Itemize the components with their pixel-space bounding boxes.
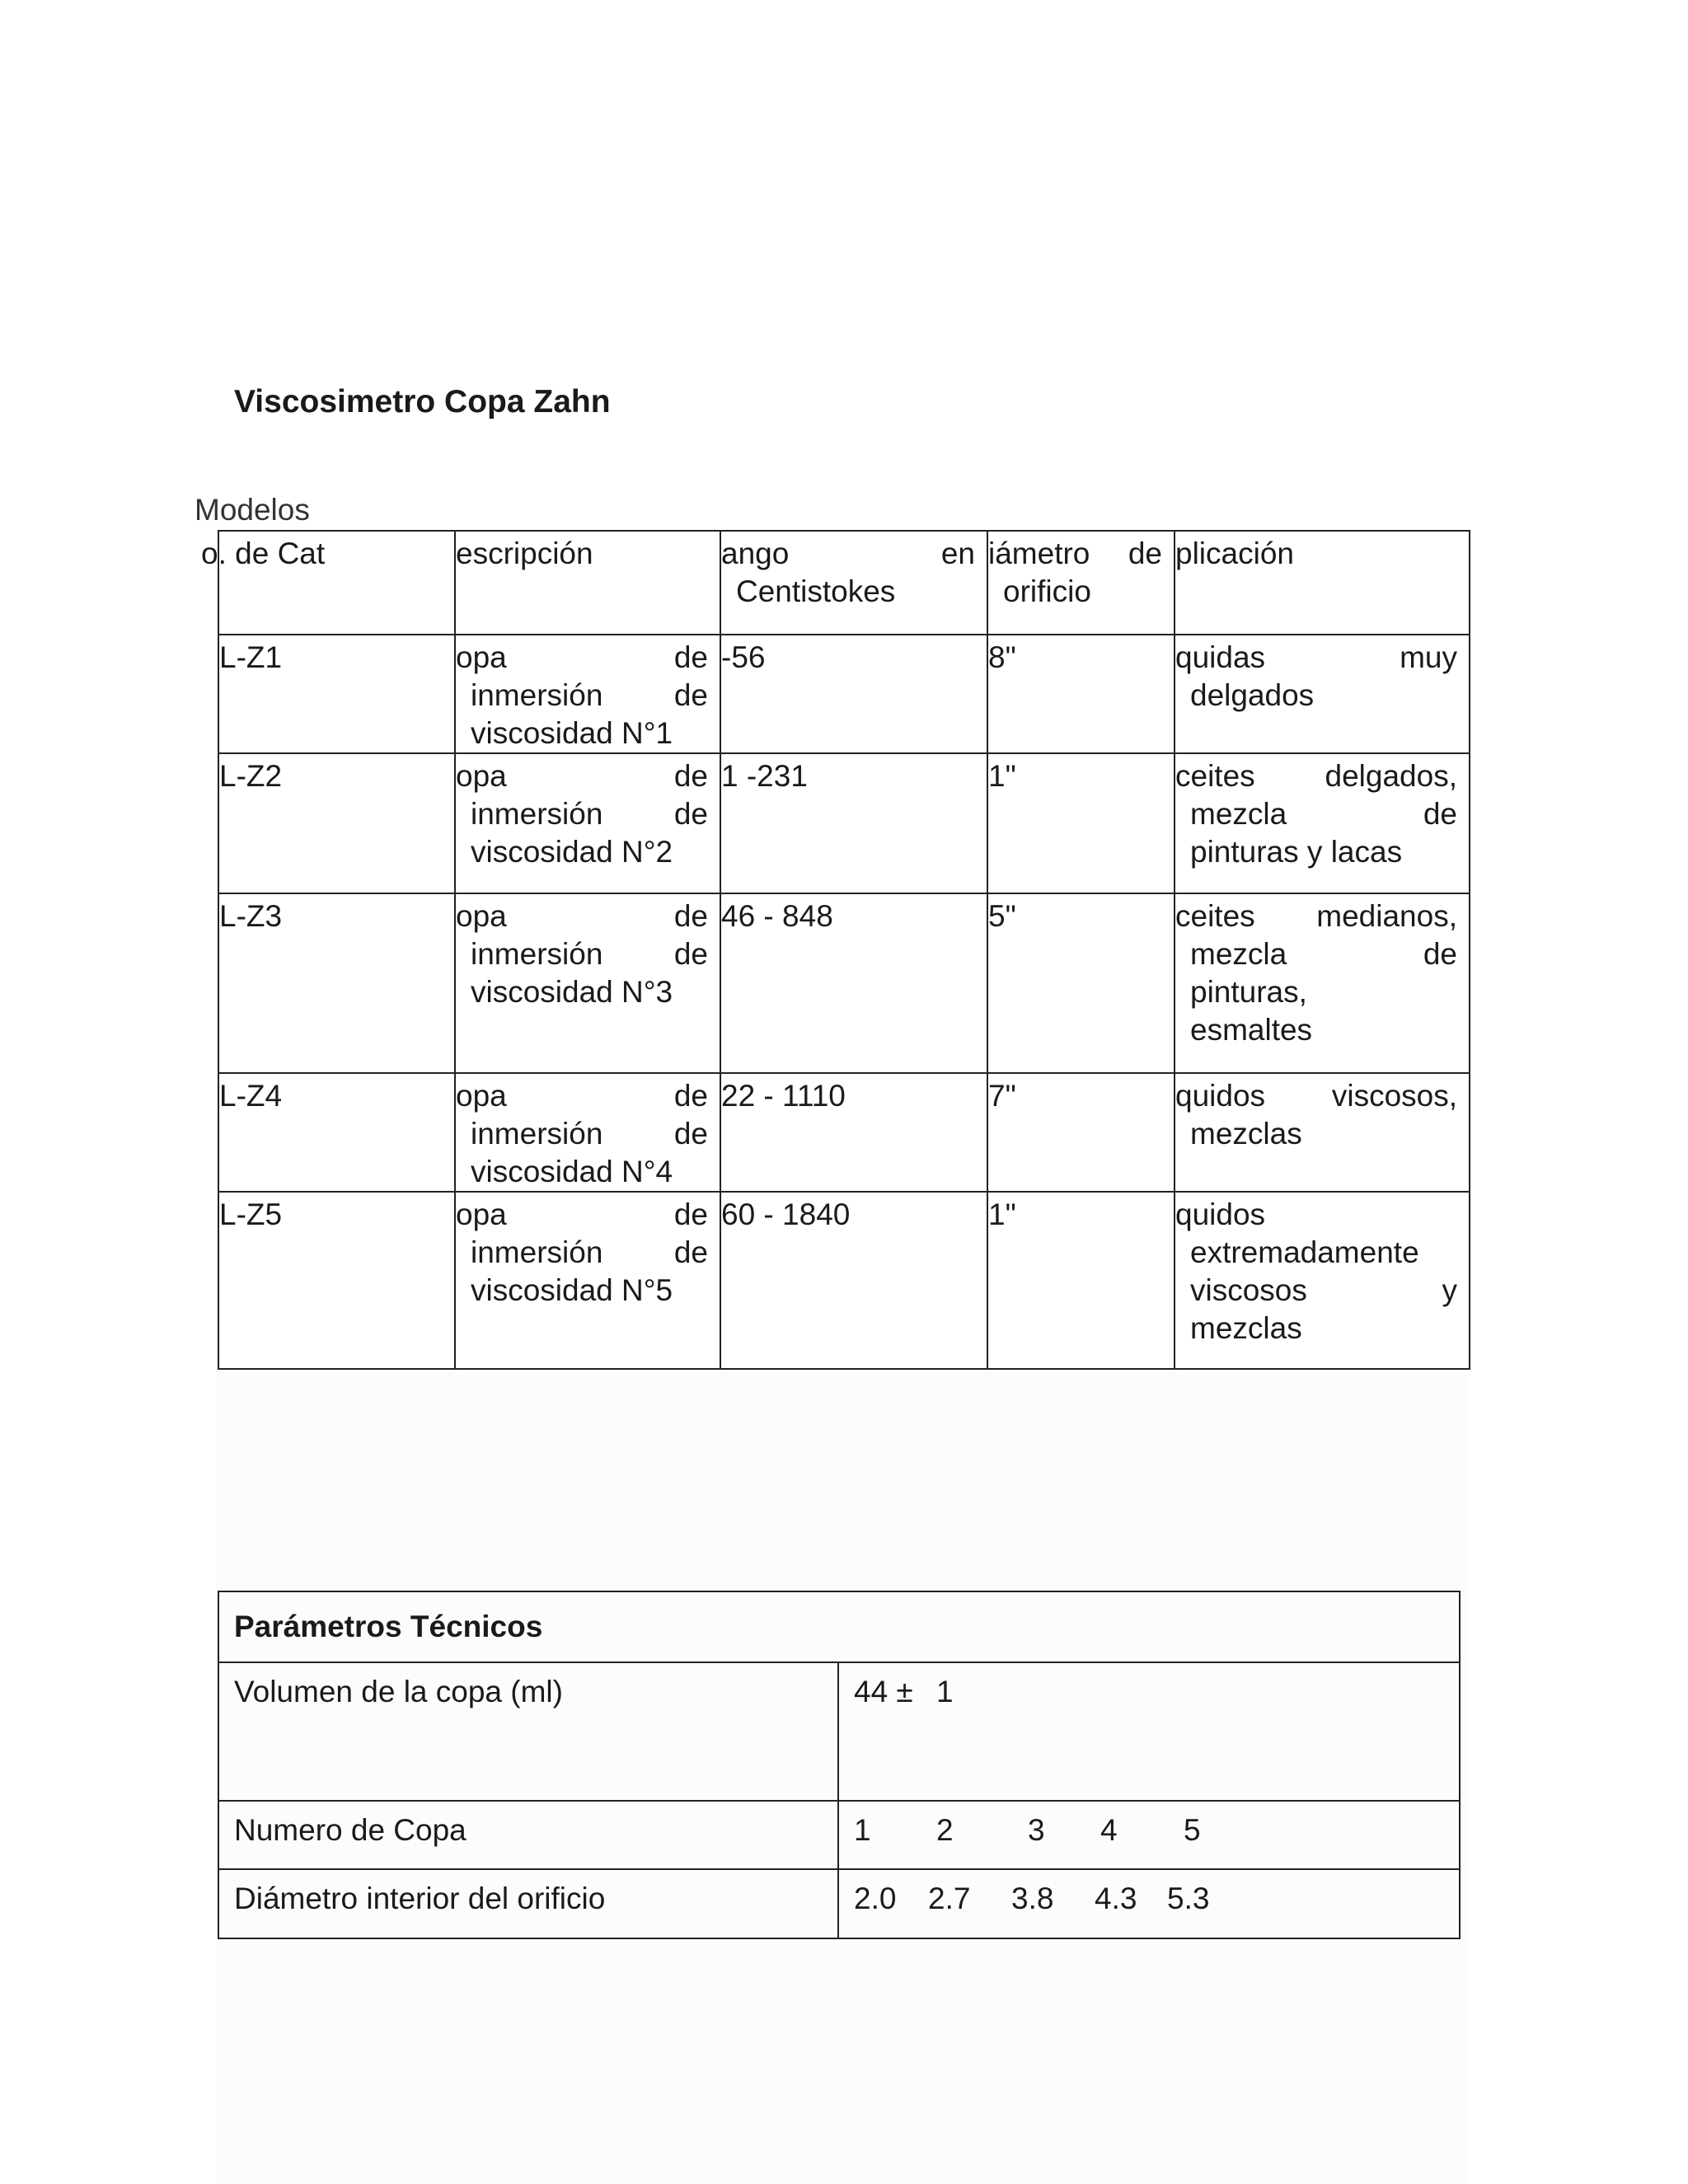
header-text: Centistokes [736,574,896,608]
tech-label: Diámetro interior del orificio [234,1882,606,1915]
app-text: quidos [1175,1197,1266,1231]
desc-text: viscosidad N°4 [471,1155,673,1188]
header-text: orificio [1003,574,1091,608]
technical-parameters-table [218,1591,1461,1939]
cup-number: 2 [936,1813,954,1847]
header-text: o. de Cat [201,537,326,570]
cell-cat [218,635,455,753]
tech-label: Numero de Copa [234,1813,467,1847]
desc-text: opa de [456,899,708,933]
header-cell-app [1175,531,1470,635]
desc-text: inmersión de [471,1117,708,1151]
range-text: 60 - 1840 [721,1197,851,1231]
app-text: mezclas [1190,1117,1302,1151]
app-text: esmaltes [1190,1013,1313,1047]
tech-label-cell [218,1801,838,1869]
header-text: escripción [456,537,593,570]
desc-text: viscosidad N°5 [471,1273,673,1307]
cell-diam [987,1192,1175,1369]
cell-desc [455,1073,720,1192]
cell-range [720,753,987,893]
tech-header-row [218,1591,1460,1662]
cat-text: L-Z3 [219,899,283,933]
desc-text: opa de [456,640,708,674]
desc-text: inmersión de [471,937,708,971]
desc-text: opa de [456,759,708,793]
cup-number: 4 [1100,1813,1118,1847]
cell-cat [218,1073,455,1192]
cell-range [720,1073,987,1192]
cell-cat [218,753,455,893]
app-text: mezclas [1190,1311,1302,1345]
table-row [218,1192,1470,1369]
desc-text: viscosidad N°2 [471,835,673,869]
range-text: -56 [721,640,766,674]
tech-label-cell [218,1869,838,1938]
models-header-row [218,531,1470,635]
app-text: quidos viscosos, [1175,1079,1457,1113]
desc-text: viscosidad N°1 [471,716,673,750]
tech-value-cell [838,1662,1460,1801]
table-row [218,753,1470,893]
app-text: delgados [1190,678,1315,712]
table-row [218,635,1470,753]
cell-diam [987,893,1175,1073]
cup-numbers [854,1813,1444,1848]
range-text: 46 - 848 [721,899,833,933]
tech-header-cell [218,1591,1460,1662]
app-text: ceites delgados, [1175,759,1457,793]
table-row [218,1073,1470,1192]
orifice-diameter: 4.3 [1095,1882,1137,1915]
app-text: pinturas y lacas [1190,835,1403,869]
models-table [201,530,1470,1370]
cell-cat [218,893,455,1073]
orifice-diameter: 2.7 [928,1882,971,1915]
cell-diam [987,753,1175,893]
tech-label: Volumen de la copa (ml) [234,1675,563,1708]
app-text: quidas muy [1175,640,1457,674]
cat-text: L-Z4 [219,1079,283,1113]
document-title: Viscosimetro Copa Zahn [234,384,611,419]
table-row [218,1869,1460,1938]
table-row [218,1662,1460,1801]
cell-range [720,893,987,1073]
tech-header-text: Parámetros Técnicos [234,1610,543,1643]
cell-desc [455,893,720,1073]
cup-number: 1 [854,1813,871,1847]
models-label: Modelos [195,493,310,527]
orifice-diameter: 2.0 [854,1882,897,1915]
header-text: iámetro de [988,537,1162,570]
desc-text: inmersión de [471,1235,708,1269]
desc-text: inmersión de [471,678,708,712]
app-text: ceites medianos, [1175,899,1457,933]
cell-desc [455,1192,720,1369]
orifice-diameters [854,1882,1444,1916]
orifice-diameter: 3.8 [1011,1882,1054,1915]
header-cell-diam [987,531,1175,635]
table-row [218,1801,1460,1869]
cell-range [720,1192,987,1369]
cell-diam [987,635,1175,753]
orifice-diameter: 5.3 [1167,1882,1210,1915]
cup-number: 5 [1184,1813,1201,1847]
cat-text: L-Z5 [219,1197,283,1231]
diam-text: 8" [988,640,1016,674]
header-cell-cat [201,531,455,635]
cell-app [1175,635,1470,753]
tech-value-cell [838,1801,1460,1869]
app-text: mezcla de [1190,797,1457,831]
cell-desc [455,753,720,893]
cell-cat [218,1192,455,1369]
header-cell-range [720,531,987,635]
cell-app [1175,1073,1470,1192]
cell-app [1175,893,1470,1073]
desc-text: opa de [456,1079,708,1113]
tech-value: 44 ± [854,1675,913,1708]
app-text: pinturas, [1190,975,1307,1009]
diam-text: 1" [988,759,1016,793]
header-text: plicación [1175,537,1294,570]
diam-text: 5" [988,899,1016,933]
range-text: 22 - 1110 [721,1079,846,1113]
app-text: extremadamente [1190,1235,1419,1269]
cell-range [720,635,987,753]
diam-text: 7" [988,1079,1016,1113]
app-text: mezcla de [1190,937,1457,971]
cup-number: 3 [1028,1813,1045,1847]
cat-text: L-Z1 [219,640,283,674]
cell-desc [455,635,720,753]
diam-text: 1" [988,1197,1016,1231]
cell-diam [987,1073,1175,1192]
desc-text: opa de [456,1197,708,1231]
desc-text: viscosidad N°3 [471,975,673,1009]
tech-value-cell [838,1869,1460,1938]
app-text: viscosos y [1190,1273,1457,1307]
desc-text: inmersión de [471,797,708,831]
header-cell-desc [455,531,720,635]
cell-app [1175,1192,1470,1369]
range-text: 1 -231 [721,759,808,793]
header-text: ango en [721,537,975,570]
cell-app [1175,753,1470,893]
cat-text: L-Z2 [219,759,283,793]
tech-label-cell [218,1662,838,1801]
table-row [218,893,1470,1073]
tech-value: 1 [936,1675,954,1708]
